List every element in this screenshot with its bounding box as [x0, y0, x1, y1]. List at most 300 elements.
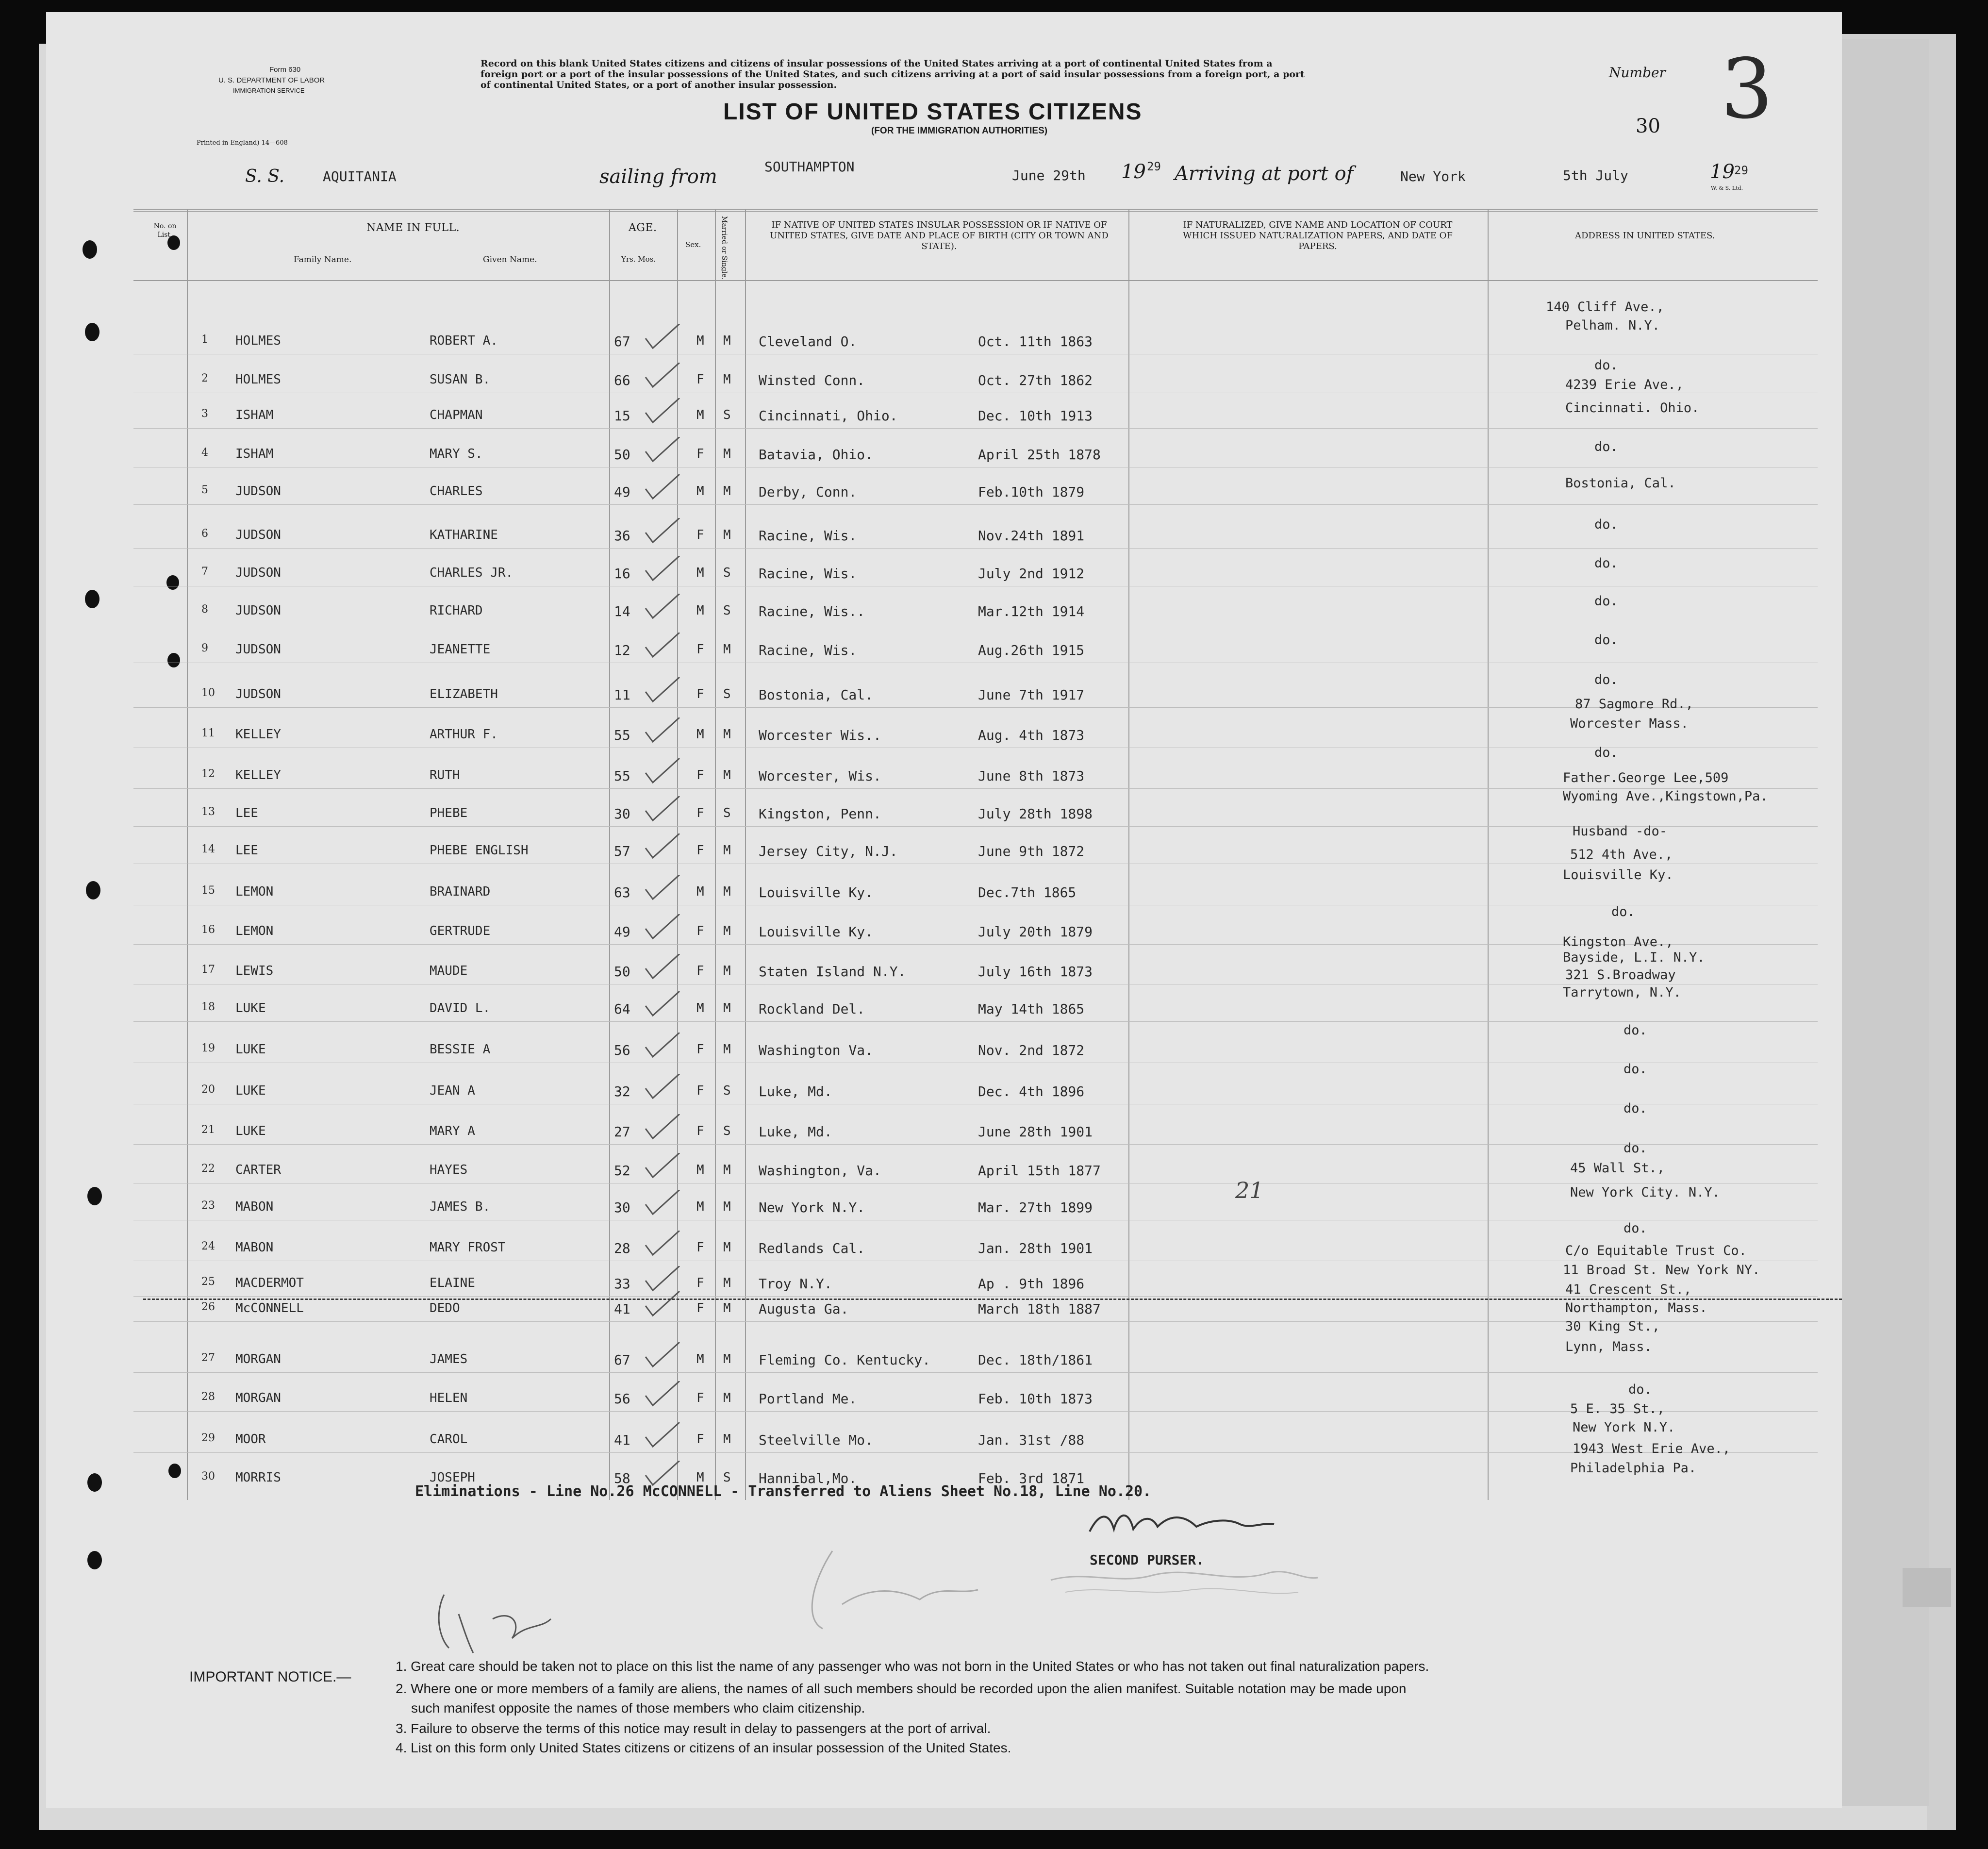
col-header-sex: Sex.	[685, 240, 701, 249]
age: 32	[614, 1083, 630, 1099]
column-divider	[1128, 209, 1129, 1500]
birth-date: Dec. 18th/1861	[978, 1352, 1093, 1368]
birth-date: July 2nd 1912	[978, 566, 1085, 582]
binder-hole	[166, 575, 179, 590]
check-mark	[641, 1381, 684, 1410]
notice-label: IMPORTANT NOTICE.—	[189, 1669, 351, 1685]
marital-status: M	[723, 727, 731, 742]
instruction-line: foreign port or a port of the insular possessions of the United States, and such citizens arriving at a port of said insular possessions from a foreign port, a port	[480, 69, 1305, 80]
birth-place: Hannibal,Mo.	[759, 1470, 857, 1486]
col-header-family: Family Name.	[294, 255, 352, 265]
marital-status: M	[723, 333, 731, 348]
given-name: HAYES	[430, 1163, 468, 1177]
row-number: 22	[201, 1163, 215, 1175]
header-rule	[133, 209, 1818, 210]
page-title: LIST OF UNITED STATES CITIZENS	[723, 99, 1143, 125]
family-name: CARTER	[235, 1163, 281, 1177]
birth-date: March 18th 1887	[978, 1301, 1101, 1317]
marital-status: M	[723, 372, 731, 387]
check-mark	[641, 1422, 684, 1451]
marital-status: S	[723, 1124, 731, 1138]
address-line: do.	[1611, 904, 1635, 919]
address-line: 30 King St.,	[1565, 1319, 1660, 1334]
marital-status: M	[723, 1042, 731, 1057]
marital-status: M	[723, 1199, 731, 1214]
address-line: do.	[1594, 517, 1618, 532]
birth-place: Washington, Va.	[759, 1163, 881, 1179]
birth-place: Staten Island N.Y.	[759, 964, 906, 980]
marital-status: S	[723, 1083, 731, 1098]
given-name: PHEBE ENGLISH	[430, 843, 529, 858]
marital-status: M	[723, 528, 731, 542]
birth-date: June 28th 1901	[978, 1124, 1093, 1140]
notice-line: such manifest opposite the names of those members who claim citizenship.	[411, 1700, 865, 1716]
row-number: 21	[201, 1124, 215, 1136]
given-name: DEDO	[430, 1301, 460, 1316]
check-mark	[641, 363, 684, 392]
binder-hole	[83, 240, 97, 259]
age: 28	[614, 1240, 630, 1256]
binder-hole	[168, 1464, 181, 1478]
binder-hole	[85, 590, 99, 608]
birth-date: Nov. 2nd 1872	[978, 1042, 1085, 1058]
check-mark	[641, 758, 684, 787]
row-rule	[133, 826, 1818, 827]
sex: M	[696, 884, 704, 899]
birth-place: Louisville Ky.	[759, 924, 874, 940]
given-name: MAUDE	[430, 964, 468, 978]
family-name: LUKE	[235, 1042, 266, 1057]
family-name: MABON	[235, 1199, 274, 1214]
address-line: Bostonia, Cal.	[1565, 476, 1676, 491]
col-header-given: Given Name.	[483, 255, 537, 265]
birth-date: July 20th 1879	[978, 924, 1093, 940]
age: 49	[614, 484, 630, 500]
address-line: Tarrytown, N.Y.	[1563, 985, 1681, 1000]
ship-name: AQUITANIA	[323, 168, 397, 184]
row-rule	[133, 504, 1818, 505]
sex: M	[696, 484, 704, 499]
marital-status: S	[723, 603, 731, 618]
marital-status: M	[723, 924, 731, 938]
sex: F	[696, 924, 704, 938]
row-number: 24	[201, 1240, 215, 1252]
address-line: 41 Crescent St.,	[1565, 1282, 1692, 1297]
address-line: Father.George Lee,509	[1563, 770, 1729, 785]
address-line: 1943 West Erie Ave.,	[1573, 1441, 1731, 1456]
marital-status: M	[723, 843, 731, 858]
binder-hole	[87, 1473, 102, 1492]
birth-date: June 7th 1917	[978, 687, 1085, 703]
row-number: 7	[201, 566, 208, 578]
number-handwritten: 3	[1721, 41, 1773, 137]
birth-date: Feb. 3rd 1871	[978, 1470, 1085, 1486]
sex: F	[696, 1042, 704, 1057]
check-mark	[641, 1190, 684, 1219]
given-name: JAMES B.	[430, 1199, 491, 1214]
family-name: LEE	[235, 806, 258, 820]
family-name: LUKE	[235, 1083, 266, 1098]
given-name: RICHARD	[430, 603, 483, 618]
birth-date: July 16th 1873	[978, 964, 1093, 980]
address-line: Lynn, Mass.	[1565, 1339, 1652, 1354]
given-name: BRAINARD	[430, 884, 491, 899]
birth-place: Portland Me.	[759, 1391, 857, 1407]
birth-place: Redlands Cal.	[759, 1240, 865, 1256]
instruction-line: of continental United States, or a port of another insular possession.	[480, 80, 837, 90]
check-mark	[641, 474, 684, 503]
address-line: New York City. N.Y.	[1570, 1185, 1720, 1200]
form-number: Form 630	[269, 66, 301, 74]
col-header-married: Married or Single.	[720, 216, 728, 280]
address-line: do.	[1594, 745, 1618, 760]
row-number: 20	[201, 1083, 215, 1096]
family-name: JUDSON	[235, 528, 281, 542]
marital-status: M	[723, 1240, 731, 1255]
check-mark	[641, 1153, 684, 1182]
address-line: do.	[1594, 594, 1618, 609]
sex: F	[696, 1391, 704, 1405]
column-divider	[1488, 209, 1489, 1500]
sex: F	[696, 964, 704, 978]
row-number: 10	[201, 687, 215, 699]
row-rule	[133, 1452, 1818, 1453]
birth-date: Oct. 27th 1862	[978, 372, 1093, 388]
family-name: ISHAM	[235, 447, 274, 461]
row-number: 15	[201, 884, 215, 897]
age: 30	[614, 806, 630, 822]
row-rule	[133, 1411, 1818, 1412]
birth-date: Aug. 4th 1873	[978, 727, 1085, 743]
row-number: 29	[201, 1432, 215, 1444]
family-name: JUDSON	[235, 566, 281, 580]
birth-date: May 14th 1865	[978, 1001, 1085, 1017]
address-line: do.	[1624, 1023, 1647, 1038]
marital-status: M	[723, 1163, 731, 1177]
row-rule	[133, 428, 1818, 429]
row-number: 9	[201, 642, 208, 654]
family-name: JUDSON	[235, 484, 281, 499]
notice-line: 2. Where one or more members of a family are aliens, the names of all such members should be recorded upon the alien manifest. Suitable notation may be made upon	[396, 1681, 1407, 1696]
address-line: Worcester Mass.	[1570, 716, 1689, 731]
age: 67	[614, 1352, 630, 1368]
address-line: 11 Broad St. New York NY.	[1563, 1263, 1760, 1278]
sex: M	[696, 1163, 704, 1177]
family-name: KELLEY	[235, 727, 281, 742]
age: 57	[614, 843, 630, 859]
marital-status: M	[723, 1001, 731, 1016]
notice-line: 4. List on this form only United States citizens or citizens of an insular possession of the United States.	[396, 1740, 1011, 1755]
col-header-name: NAME IN FULL.	[366, 222, 460, 234]
birth-place: Worcester Wis..	[759, 727, 881, 743]
sex: F	[696, 447, 704, 461]
birth-place: Augusta Ga.	[759, 1301, 849, 1317]
family-name: HOLMES	[235, 372, 281, 387]
marital-status: M	[723, 1301, 731, 1316]
sex: M	[696, 566, 704, 580]
family-name: LUKE	[235, 1124, 266, 1138]
eliminations-note: Eliminations - Line No.26 McCONNELL - Transferred to Aliens Sheet No.18, Line No.20.	[415, 1483, 1152, 1500]
header-rule	[133, 211, 1818, 212]
age: 55	[614, 727, 630, 743]
departure-port: SOUTHAMPTON	[764, 159, 855, 175]
sex: F	[696, 642, 704, 657]
sex: M	[696, 1470, 704, 1485]
row-number: 12	[201, 768, 215, 780]
birth-place: Luke, Md.	[759, 1124, 832, 1140]
departure-year: 29	[1147, 160, 1161, 173]
given-name: SUSAN B.	[430, 372, 491, 387]
check-mark	[641, 875, 684, 904]
arriving-label: Arriving at port of	[1175, 163, 1354, 185]
row-number: 14	[201, 843, 215, 855]
sex: M	[696, 603, 704, 618]
address-line: C/o Equitable Trust Co.	[1565, 1243, 1747, 1258]
family-name: HOLMES	[235, 333, 281, 348]
age: 56	[614, 1042, 630, 1058]
row-number: 26	[201, 1301, 215, 1313]
birth-place: Worcester, Wis.	[759, 768, 881, 784]
check-mark	[641, 1266, 684, 1295]
birth-place: Racine, Wis.	[759, 528, 857, 544]
birth-date: Nov.24th 1891	[978, 528, 1085, 544]
col-header-naturalized: IF NATURALIZED, GIVE NAME AND LOCATION OF COURT WHICH ISSUED NATURALIZATION PAPERS, AND DATE OF PAPERS.	[1183, 220, 1453, 251]
given-name: CHARLES	[430, 484, 483, 499]
arrival-date: 5th July	[1563, 167, 1628, 183]
birth-place: New York N.Y.	[759, 1199, 865, 1216]
strike-line	[143, 1299, 1842, 1300]
check-mark	[641, 1074, 684, 1103]
check-mark	[641, 677, 684, 706]
given-name: CHARLES JR.	[430, 566, 514, 580]
number-label: Number	[1609, 65, 1666, 81]
naturalized-note: 21	[1235, 1177, 1264, 1203]
row-rule	[133, 1144, 1818, 1145]
family-name: MORRIS	[235, 1470, 281, 1485]
check-mark	[641, 1231, 684, 1260]
birth-date: April 15th 1877	[978, 1163, 1101, 1179]
birth-date: Jan. 28th 1901	[978, 1240, 1093, 1256]
address-line: 512 4th Ave.,	[1570, 847, 1673, 862]
row-number: 16	[201, 924, 215, 936]
birth-date: Dec.7th 1865	[978, 884, 1077, 900]
address-line: Cincinnati. Ohio.	[1565, 400, 1700, 416]
col-header-address: ADDRESS IN UNITED STATES.	[1575, 231, 1715, 241]
row-number: 2	[201, 372, 208, 384]
birth-date: Feb. 10th 1873	[978, 1391, 1093, 1407]
age: 67	[614, 333, 630, 350]
sex: F	[696, 687, 704, 701]
row-rule	[133, 548, 1818, 549]
col-header-yrs-mos: Yrs. Mos.	[621, 255, 656, 264]
column-divider	[187, 209, 188, 1500]
purser-signature	[1080, 1502, 1323, 1546]
sailing-label: sailing from	[599, 166, 717, 188]
given-name: RUTH	[430, 768, 460, 783]
given-name: ARTHUR F.	[430, 727, 498, 742]
sex: M	[696, 1352, 704, 1366]
marital-status: M	[723, 1352, 731, 1366]
row-number: 4	[201, 447, 208, 459]
row-number: 17	[201, 964, 215, 976]
row-rule	[133, 707, 1818, 708]
age: 55	[614, 768, 630, 784]
family-name: ISHAM	[235, 408, 274, 422]
notice-line: 1. Great care should be taken not to place on this list the name of any passenger who was not born in the United States or who has not taken out final naturalization papers.	[396, 1659, 1429, 1674]
address-line: Pelham. N.Y.	[1565, 318, 1660, 333]
address-line: do.	[1594, 439, 1618, 454]
birth-place: Batavia, Ohio.	[759, 447, 874, 463]
address-line: Kingston Ave.,	[1563, 934, 1673, 949]
instruction-line: Record on this blank United States citizens and citizens of insular possessions of the United States arriving at a port of continental United States from a	[480, 58, 1273, 69]
age: 41	[614, 1432, 630, 1448]
page-subtitle: (FOR THE IMMIGRATION AUTHORITIES)	[871, 126, 1048, 136]
age: 41	[614, 1301, 630, 1317]
given-name: BESSIE A	[430, 1042, 491, 1057]
check-mark	[641, 594, 684, 623]
birth-place: Louisville Ky.	[759, 884, 874, 900]
department: U. S. DEPARTMENT OF LABOR	[218, 76, 325, 84]
birth-place: Racine, Wis.	[759, 642, 857, 658]
age: 56	[614, 1391, 630, 1407]
age: 58	[614, 1470, 630, 1486]
family-name: JUDSON	[235, 687, 281, 701]
address-line: do.	[1624, 1101, 1647, 1116]
address-line: do.	[1594, 556, 1618, 571]
col-header-no: No. on List.	[153, 222, 177, 239]
row-number: 8	[201, 603, 208, 616]
address-line: do.	[1594, 672, 1618, 687]
birth-place: Kingston, Penn.	[759, 806, 881, 822]
service: IMMIGRATION SERVICE	[233, 87, 305, 94]
sex: M	[696, 1199, 704, 1214]
address-line: Husband -do-	[1573, 824, 1668, 839]
check-mark	[641, 914, 684, 943]
age: 52	[614, 1163, 630, 1179]
address-line: do.	[1624, 1221, 1647, 1236]
given-name: MARY S.	[430, 447, 483, 461]
marital-status: M	[723, 964, 731, 978]
row-number: 27	[201, 1352, 215, 1364]
birth-date: Dec. 10th 1913	[978, 408, 1093, 424]
age: 30	[614, 1199, 630, 1216]
row-number: 1	[201, 333, 208, 346]
sex: F	[696, 768, 704, 783]
binder-hole	[86, 881, 100, 900]
row-rule	[133, 1021, 1818, 1022]
check-mark	[641, 518, 684, 547]
check-mark	[641, 437, 684, 466]
row-number: 11	[201, 727, 215, 739]
row-number: 30	[201, 1470, 215, 1483]
year-prefix: 19	[1710, 161, 1735, 183]
address-line: 140 Cliff Ave.,	[1546, 300, 1664, 315]
family-name: LEE	[235, 843, 258, 858]
birth-date: June 8th 1873	[978, 768, 1085, 784]
age: 27	[614, 1124, 630, 1140]
column-divider	[609, 209, 610, 1500]
age: 64	[614, 1001, 630, 1017]
birth-place: Steelville Mo.	[759, 1432, 874, 1448]
address-line: 87 Sagmore Rd.,	[1575, 697, 1693, 712]
given-name: CAROL	[430, 1432, 468, 1447]
binder-hole	[85, 323, 99, 341]
birth-place: Bostonia, Cal.	[759, 687, 874, 703]
row-number: 28	[201, 1391, 215, 1403]
birth-place: Rockland Del.	[759, 1001, 865, 1017]
age: 36	[614, 528, 630, 544]
age: 15	[614, 408, 630, 424]
address-line: do.	[1624, 1141, 1647, 1156]
manifest-page	[46, 12, 1842, 1808]
birth-date: Jan. 31st /88	[978, 1432, 1085, 1448]
given-name: JOSEPH	[430, 1470, 475, 1485]
check-mark	[641, 954, 684, 983]
birth-place: Luke, Md.	[759, 1083, 832, 1099]
marital-status: S	[723, 1470, 731, 1485]
given-name: JAMES	[430, 1352, 468, 1366]
given-name: ELAINE	[430, 1276, 475, 1290]
address-line: Northampton, Mass.	[1565, 1300, 1707, 1316]
address-line: 4239 Erie Ave.,	[1565, 377, 1684, 392]
sex: M	[696, 1001, 704, 1016]
row-number: 3	[201, 408, 208, 420]
printer-mark: W. & S. Ltd.	[1711, 185, 1743, 191]
page-edge	[1842, 39, 1929, 1806]
row-number: 6	[201, 528, 208, 540]
family-name: MORGAN	[235, 1352, 281, 1366]
page-tab	[1903, 1568, 1951, 1607]
given-name: HELEN	[430, 1391, 468, 1405]
family-name: MACDERMOT	[235, 1276, 304, 1290]
birth-place: Racine, Wis..	[759, 603, 865, 619]
marital-status: S	[723, 806, 731, 820]
sex: F	[696, 1432, 704, 1447]
marital-status: M	[723, 642, 731, 657]
arrival-port: New York	[1400, 168, 1466, 184]
address-line: do.	[1628, 1382, 1652, 1397]
family-name: MABON	[235, 1240, 274, 1255]
family-name: LEMON	[235, 924, 274, 938]
age: 50	[614, 964, 630, 980]
given-name: DAVID L.	[430, 1001, 491, 1016]
sex: F	[696, 1124, 704, 1138]
row-number: 13	[201, 806, 215, 818]
birth-place: Jersey City, N.J.	[759, 843, 898, 859]
family-name: MOOR	[235, 1432, 266, 1447]
sex: F	[696, 806, 704, 820]
number-stamp: 30	[1636, 115, 1660, 137]
row-number: 18	[201, 1001, 215, 1013]
binder-hole	[87, 1551, 102, 1569]
age: 11	[614, 687, 630, 703]
age: 49	[614, 924, 630, 940]
sex: M	[696, 727, 704, 742]
marital-status: M	[723, 484, 731, 499]
family-name: KELLEY	[235, 768, 281, 783]
address-line: Philadelphia Pa.	[1570, 1461, 1697, 1476]
row-number: 5	[201, 484, 208, 496]
check-mark	[641, 717, 684, 747]
check-mark	[641, 991, 684, 1020]
check-mark	[641, 633, 684, 662]
check-mark	[641, 1033, 684, 1062]
address-line: Wyoming Ave.,Kingstown,Pa.	[1563, 789, 1768, 804]
birth-place: Fleming Co. Kentucky.	[759, 1352, 931, 1368]
check-mark	[641, 796, 684, 825]
row-rule	[133, 1372, 1818, 1373]
birth-place: Cleveland O.	[759, 333, 857, 350]
